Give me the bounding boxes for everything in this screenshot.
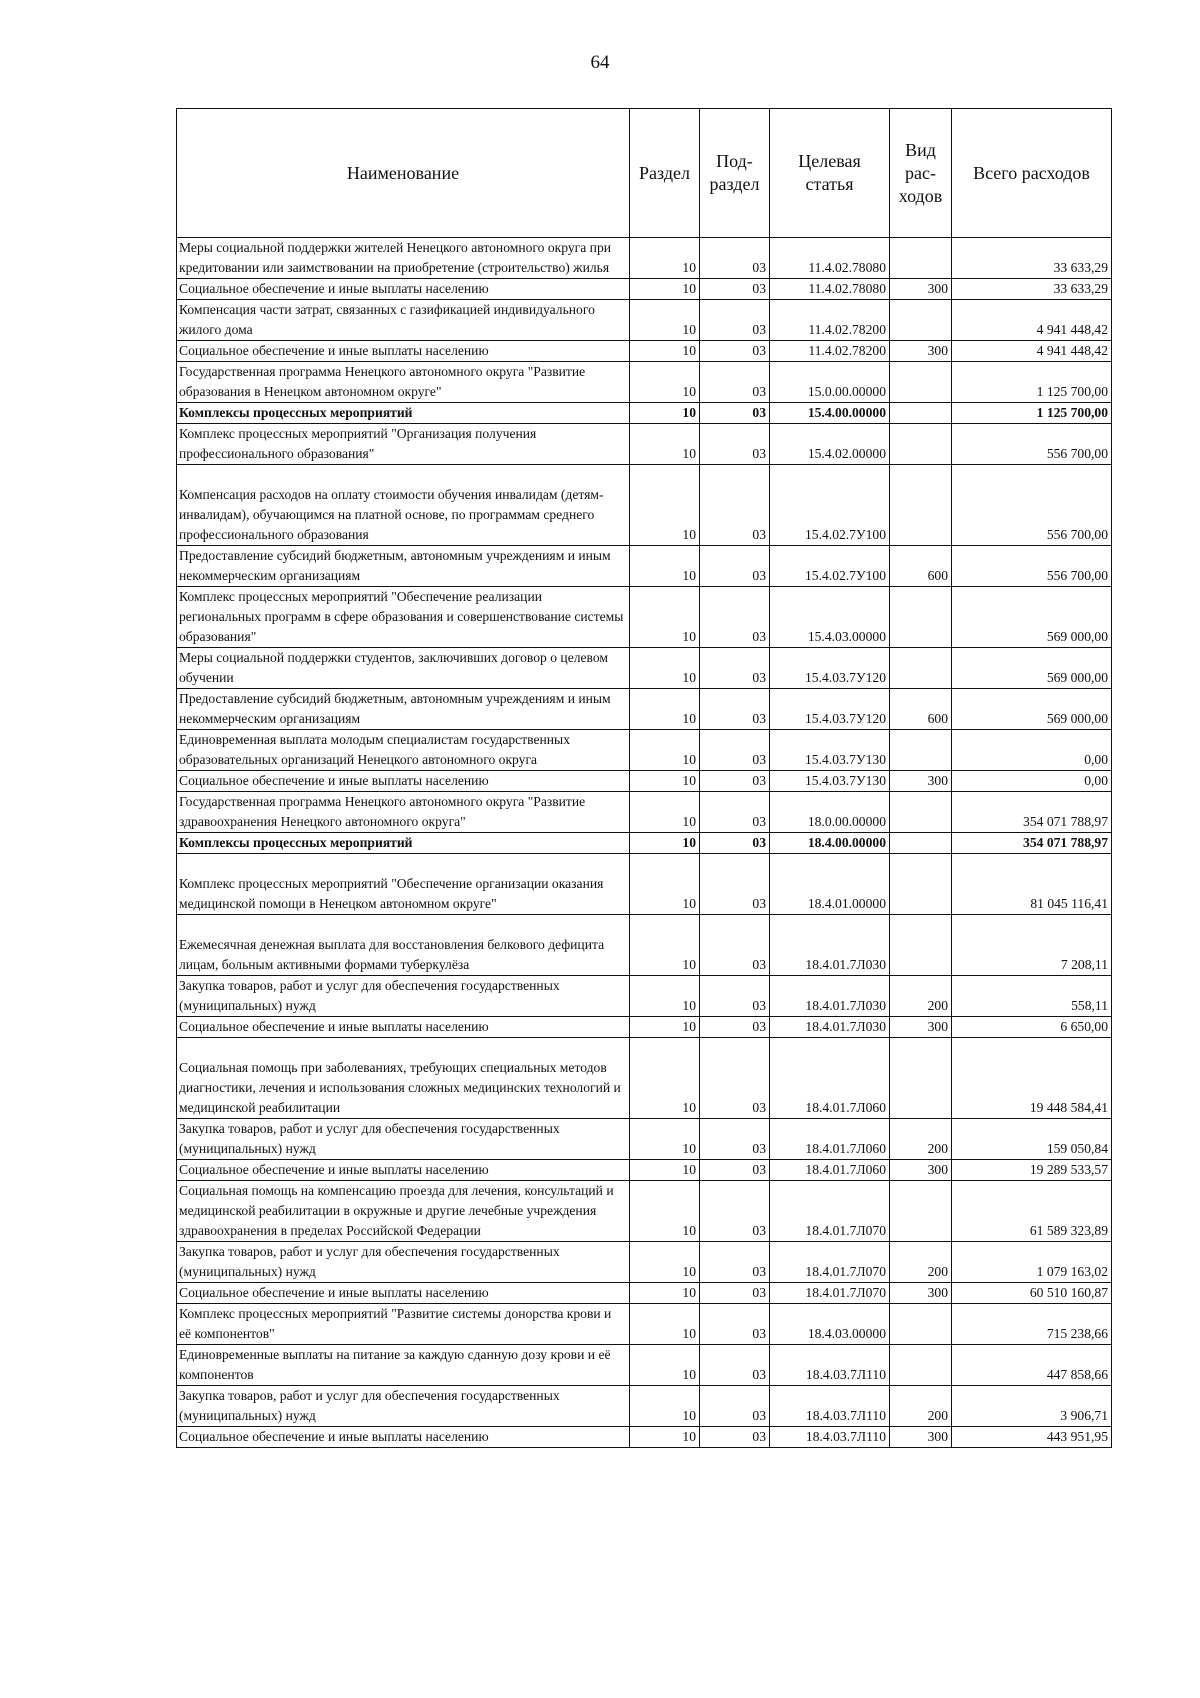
cell-kind <box>890 833 952 854</box>
cell-section: 10 <box>630 341 700 362</box>
cell-total: 569 000,00 <box>952 648 1112 689</box>
header-subsection <box>700 109 770 238</box>
cell-total: 556 700,00 <box>952 465 1112 546</box>
cell-kind: 200 <box>890 1386 952 1427</box>
cell-target: 18.4.03.00000 <box>770 1304 890 1345</box>
cell-target: 18.0.00.00000 <box>770 792 890 833</box>
cell-section: 10 <box>630 424 700 465</box>
table-row <box>177 1038 1112 1119</box>
cell-section: 10 <box>630 546 700 587</box>
cell-target: 18.4.01.7Л060 <box>770 1160 890 1181</box>
table-row <box>177 424 1112 465</box>
cell-total: 4 941 448,42 <box>952 300 1112 341</box>
cell-kind <box>890 854 952 915</box>
cell-section: 10 <box>630 279 700 300</box>
cell-section: 10 <box>630 465 700 546</box>
cell-target: 18.4.00.00000 <box>770 833 890 854</box>
cell-kind: 200 <box>890 976 952 1017</box>
cell-subsection: 03 <box>700 792 770 833</box>
table-row <box>177 300 1112 341</box>
table-row <box>177 1119 1112 1160</box>
table-row <box>177 362 1112 403</box>
cell-name: Единовременные выплаты на питание за каждую сданную дозу крови и её компонентов <box>177 1345 630 1386</box>
cell-name: Закупка товаров, работ и услуг для обеспечения государственных (муниципальных) нужд <box>177 1386 630 1427</box>
cell-section: 10 <box>630 1160 700 1181</box>
cell-section: 10 <box>630 730 700 771</box>
table-row <box>177 1386 1112 1427</box>
cell-total: 159 050,84 <box>952 1119 1112 1160</box>
cell-section: 10 <box>630 587 700 648</box>
cell-subsection: 03 <box>700 689 770 730</box>
cell-subsection: 03 <box>700 648 770 689</box>
cell-kind <box>890 792 952 833</box>
cell-name: Компенсация расходов на оплату стоимости обучения инвалидам (детям-инвалидам), обучающимся на платной основе, по программам среднего профессионального образования <box>177 465 630 546</box>
cell-total: 61 589 323,89 <box>952 1181 1112 1242</box>
cell-subsection: 03 <box>700 424 770 465</box>
cell-kind <box>890 238 952 279</box>
cell-section: 10 <box>630 854 700 915</box>
cell-name: Комплексы процессных мероприятий <box>177 403 630 424</box>
cell-total: 33 633,29 <box>952 238 1112 279</box>
cell-total: 1 079 163,02 <box>952 1242 1112 1283</box>
cell-target: 18.4.01.7Л030 <box>770 976 890 1017</box>
cell-total: 443 951,95 <box>952 1427 1112 1448</box>
cell-subsection: 03 <box>700 279 770 300</box>
table-row <box>177 279 1112 300</box>
cell-subsection: 03 <box>700 976 770 1017</box>
cell-name: Социальное обеспечение и иные выплаты населению <box>177 771 630 792</box>
cell-total: 4 941 448,42 <box>952 341 1112 362</box>
cell-section: 10 <box>630 915 700 976</box>
cell-name: Закупка товаров, работ и услуг для обеспечения государственных (муниципальных) нужд <box>177 1119 630 1160</box>
cell-kind <box>890 300 952 341</box>
header-name <box>177 109 630 238</box>
cell-name: Ежемесячная денежная выплата для восстановления белкового дефицита лицам, больным активными формами туберкулёза <box>177 915 630 976</box>
cell-name: Социальное обеспечение и иные выплаты населению <box>177 1427 630 1448</box>
cell-subsection: 03 <box>700 833 770 854</box>
cell-section: 10 <box>630 1242 700 1283</box>
cell-section: 10 <box>630 1345 700 1386</box>
cell-kind <box>890 1345 952 1386</box>
cell-total: 81 045 116,41 <box>952 854 1112 915</box>
cell-target: 11.4.02.78080 <box>770 279 890 300</box>
cell-total: 0,00 <box>952 771 1112 792</box>
cell-kind <box>890 424 952 465</box>
cell-target: 18.4.01.7Л060 <box>770 1038 890 1119</box>
table-row <box>177 1160 1112 1181</box>
cell-section: 10 <box>630 648 700 689</box>
cell-kind: 300 <box>890 1017 952 1038</box>
cell-target: 15.0.00.00000 <box>770 362 890 403</box>
cell-section: 10 <box>630 238 700 279</box>
cell-name: Предоставление субсидий бюджетным, автономным учреждениям и иным некоммерческим организациям <box>177 689 630 730</box>
cell-name: Единовременная выплата молодым специалистам государственных образовательных организаций Ненецкого автономного округа <box>177 730 630 771</box>
table-row <box>177 1017 1112 1038</box>
cell-name: Государственная программа Ненецкого автономного округа "Развитие здравоохранения Ненецкого автономного округа" <box>177 792 630 833</box>
header-total-label: Всего расходов <box>973 162 1090 183</box>
table-row <box>177 689 1112 730</box>
cell-total: 7 208,11 <box>952 915 1112 976</box>
cell-subsection: 03 <box>700 546 770 587</box>
cell-target: 18.4.01.7Л030 <box>770 1017 890 1038</box>
table-row <box>177 854 1112 915</box>
cell-target: 18.4.01.00000 <box>770 854 890 915</box>
cell-subsection: 03 <box>700 1017 770 1038</box>
cell-kind <box>890 587 952 648</box>
table-row <box>177 341 1112 362</box>
cell-target: 15.4.03.7У130 <box>770 771 890 792</box>
cell-subsection: 03 <box>700 915 770 976</box>
cell-total: 354 071 788,97 <box>952 792 1112 833</box>
cell-name: Меры социальной поддержки студентов, заключивших договор о целевом обучении <box>177 648 630 689</box>
cell-subsection: 03 <box>700 1345 770 1386</box>
cell-name: Государственная программа Ненецкого автономного округа "Развитие образования в Ненецком автономном округе" <box>177 362 630 403</box>
cell-kind: 300 <box>890 771 952 792</box>
header-subsection-label: Под- раздел <box>709 151 760 194</box>
table-row <box>177 1427 1112 1448</box>
cell-subsection: 03 <box>700 771 770 792</box>
cell-name: Социальное обеспечение и иные выплаты населению <box>177 1017 630 1038</box>
header-target <box>770 109 890 238</box>
cell-target: 15.4.03.7У120 <box>770 689 890 730</box>
cell-target: 15.4.03.7У130 <box>770 730 890 771</box>
cell-kind: 200 <box>890 1119 952 1160</box>
cell-name: Комплекс процессных мероприятий "Обеспечение реализации региональных программ в сфере образования и совершенствование системы образования" <box>177 587 630 648</box>
cell-subsection: 03 <box>700 300 770 341</box>
cell-subsection: 03 <box>700 1242 770 1283</box>
cell-total: 569 000,00 <box>952 689 1112 730</box>
cell-section: 10 <box>630 1283 700 1304</box>
cell-subsection: 03 <box>700 1181 770 1242</box>
cell-target: 15.4.00.00000 <box>770 403 890 424</box>
cell-name: Социальное обеспечение и иные выплаты населению <box>177 1283 630 1304</box>
cell-target: 18.4.03.7Л110 <box>770 1345 890 1386</box>
table-row <box>177 587 1112 648</box>
cell-total: 556 700,00 <box>952 424 1112 465</box>
cell-total: 1 125 700,00 <box>952 362 1112 403</box>
cell-kind: 300 <box>890 341 952 362</box>
cell-subsection: 03 <box>700 1304 770 1345</box>
cell-target: 18.4.03.7Л110 <box>770 1386 890 1427</box>
cell-kind <box>890 1038 952 1119</box>
cell-subsection: 03 <box>700 730 770 771</box>
cell-target: 15.4.02.00000 <box>770 424 890 465</box>
cell-section: 10 <box>630 833 700 854</box>
cell-kind <box>890 915 952 976</box>
header-section <box>630 109 700 238</box>
cell-section: 10 <box>630 1304 700 1345</box>
cell-total: 0,00 <box>952 730 1112 771</box>
cell-section: 10 <box>630 689 700 730</box>
cell-total: 715 238,66 <box>952 1304 1112 1345</box>
cell-total: 6 650,00 <box>952 1017 1112 1038</box>
cell-name: Социальная помощь на компенсацию проезда для лечения, консультаций и медицинской реабилитации в окружные и другие лечебные учреждения здравоохранения в пределах Российской Федерации <box>177 1181 630 1242</box>
cell-target: 18.4.01.7Л070 <box>770 1283 890 1304</box>
header-name-label: Наименование <box>346 162 460 183</box>
cell-section: 10 <box>630 771 700 792</box>
cell-total: 60 510 160,87 <box>952 1283 1112 1304</box>
cell-section: 10 <box>630 976 700 1017</box>
cell-target: 11.4.02.78200 <box>770 300 890 341</box>
cell-total: 354 071 788,97 <box>952 833 1112 854</box>
cell-target: 18.4.01.7Л070 <box>770 1242 890 1283</box>
cell-target: 15.4.02.7У100 <box>770 465 890 546</box>
cell-name: Комплексы процессных мероприятий <box>177 833 630 854</box>
cell-target: 15.4.02.7У100 <box>770 546 890 587</box>
cell-section: 10 <box>630 1038 700 1119</box>
page-number: 64 <box>590 52 610 73</box>
cell-kind: 300 <box>890 1427 952 1448</box>
cell-subsection: 03 <box>700 1386 770 1427</box>
table-header-row <box>177 109 1112 238</box>
cell-name: Предоставление субсидий бюджетным, автономным учреждениям и иным некоммерческим организациям <box>177 546 630 587</box>
cell-subsection: 03 <box>700 1119 770 1160</box>
cell-target: 18.4.01.7Л070 <box>770 1181 890 1242</box>
cell-kind <box>890 362 952 403</box>
cell-section: 10 <box>630 1119 700 1160</box>
cell-name: Компенсация части затрат, связанных с газификацией индивидуального жилого дома <box>177 300 630 341</box>
table-row <box>177 1181 1112 1242</box>
table-row <box>177 771 1112 792</box>
cell-subsection: 03 <box>700 1160 770 1181</box>
cell-name: Закупка товаров, работ и услуг для обеспечения государственных (муниципальных) нужд <box>177 1242 630 1283</box>
cell-kind <box>890 648 952 689</box>
cell-total: 447 858,66 <box>952 1345 1112 1386</box>
cell-section: 10 <box>630 1386 700 1427</box>
table-row <box>177 1242 1112 1283</box>
cell-subsection: 03 <box>700 1038 770 1119</box>
table-row <box>177 546 1112 587</box>
cell-total: 19 448 584,41 <box>952 1038 1112 1119</box>
cell-section: 10 <box>630 792 700 833</box>
cell-target: 18.4.01.7Л060 <box>770 1119 890 1160</box>
cell-target: 15.4.03.7У120 <box>770 648 890 689</box>
cell-name: Комплекс процессных мероприятий "Обеспечение организации оказания медицинской помощи в Ненецком автономном округе" <box>177 854 630 915</box>
cell-kind <box>890 1304 952 1345</box>
cell-total: 556 700,00 <box>952 546 1112 587</box>
cell-subsection: 03 <box>700 238 770 279</box>
header-total <box>952 109 1112 238</box>
cell-name: Социальное обеспечение и иные выплаты населению <box>177 341 630 362</box>
cell-section: 10 <box>630 1017 700 1038</box>
table-row <box>177 1304 1112 1345</box>
cell-kind: 300 <box>890 1283 952 1304</box>
cell-name: Социальное обеспечение и иные выплаты населению <box>177 279 630 300</box>
cell-subsection: 03 <box>700 341 770 362</box>
cell-target: 11.4.02.78080 <box>770 238 890 279</box>
budget-table <box>176 108 1112 1448</box>
header-target-label: Целевая статья <box>798 151 861 194</box>
cell-subsection: 03 <box>700 1427 770 1448</box>
cell-kind <box>890 465 952 546</box>
table-row <box>177 1283 1112 1304</box>
cell-subsection: 03 <box>700 854 770 915</box>
cell-kind <box>890 1181 952 1242</box>
header-kind-label: Вид рас- ходов <box>898 139 943 206</box>
table-row <box>177 976 1112 1017</box>
cell-subsection: 03 <box>700 465 770 546</box>
cell-kind <box>890 403 952 424</box>
cell-kind: 600 <box>890 689 952 730</box>
header-section-label: Раздел <box>639 162 690 183</box>
cell-kind: 600 <box>890 546 952 587</box>
cell-subsection: 03 <box>700 403 770 424</box>
cell-total: 33 633,29 <box>952 279 1112 300</box>
table-row <box>177 1345 1112 1386</box>
cell-name: Комплекс процессных мероприятий "Развитие системы донорства крови и её компонентов" <box>177 1304 630 1345</box>
cell-subsection: 03 <box>700 1283 770 1304</box>
table-row <box>177 648 1112 689</box>
cell-kind: 300 <box>890 1160 952 1181</box>
cell-total: 558,11 <box>952 976 1112 1017</box>
cell-total: 569 000,00 <box>952 587 1112 648</box>
table-body <box>177 238 1112 1448</box>
cell-section: 10 <box>630 300 700 341</box>
cell-section: 10 <box>630 403 700 424</box>
cell-name: Социальное обеспечение и иные выплаты населению <box>177 1160 630 1181</box>
cell-total: 3 906,71 <box>952 1386 1112 1427</box>
table-row <box>177 730 1112 771</box>
cell-kind: 300 <box>890 279 952 300</box>
cell-subsection: 03 <box>700 587 770 648</box>
header-kind <box>890 109 952 238</box>
cell-subsection: 03 <box>700 362 770 403</box>
cell-target: 15.4.03.00000 <box>770 587 890 648</box>
cell-section: 10 <box>630 362 700 403</box>
cell-name: Комплекс процессных мероприятий "Организация получения профессионального образования" <box>177 424 630 465</box>
table-row <box>177 792 1112 833</box>
table-row <box>177 465 1112 546</box>
table-row <box>177 403 1112 424</box>
cell-kind: 200 <box>890 1242 952 1283</box>
cell-name: Меры социальной поддержки жителей Ненецкого автономного округа при кредитовании или заимствовании на приобретение (строительство) жилья <box>177 238 630 279</box>
table-row <box>177 833 1112 854</box>
cell-name: Закупка товаров, работ и услуг для обеспечения государственных (муниципальных) нужд <box>177 976 630 1017</box>
cell-target: 18.4.03.7Л110 <box>770 1427 890 1448</box>
cell-section: 10 <box>630 1181 700 1242</box>
cell-name: Социальная помощь при заболеваниях, требующих специальных методов диагностики, лечения и использования сложных медицинских технологий и медицинской реабилитации <box>177 1038 630 1119</box>
table-row <box>177 238 1112 279</box>
cell-target: 18.4.01.7Л030 <box>770 915 890 976</box>
cell-kind <box>890 730 952 771</box>
cell-target: 11.4.02.78200 <box>770 341 890 362</box>
cell-section: 10 <box>630 1427 700 1448</box>
cell-total: 1 125 700,00 <box>952 403 1112 424</box>
table-row <box>177 915 1112 976</box>
cell-total: 19 289 533,57 <box>952 1160 1112 1181</box>
